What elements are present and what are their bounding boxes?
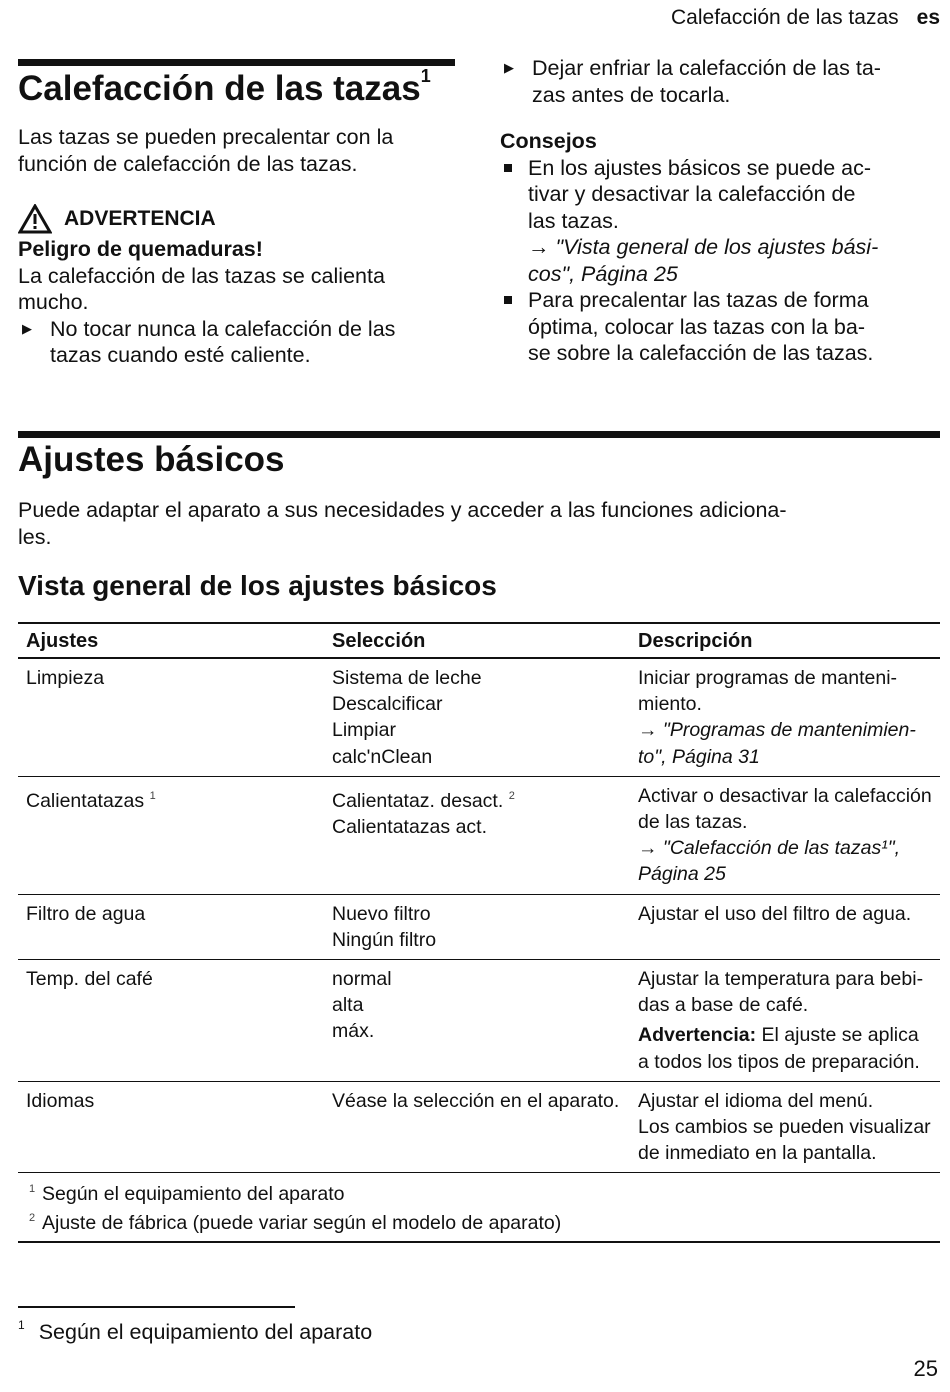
table-row: Temp. del café normal alta máx. Ajustar la temperatura para bebi- das a base de café. Advertencia: El ajuste se aplica a todos los tipos de preparación. bbox=[18, 960, 940, 1082]
table-note: Advertencia: El ajuste se aplica bbox=[638, 1024, 919, 1047]
cross-reference-link[interactable]: → "Vista general de los ajustes bási- bbox=[528, 235, 879, 259]
section-title-ajustes: Ajustes básicos bbox=[18, 440, 285, 479]
square-bullet-icon bbox=[504, 296, 512, 304]
warning-box: ADVERTENCIA Peligro de quemaduras! La calefacción de las tazas se calienta mucho. ▶ No tocar nunca la calefacción de las tazas cuando esté caliente. bbox=[18, 204, 458, 369]
section-title-calefaccion: Calefacción de las tazas$^1$ bbox=[18, 66, 431, 108]
table-row: Idiomas Véase la selección en el aparato. Ajustar el idioma del menú. Los cambios se pueden visualizar de inmediato en la pantalla. bbox=[18, 1081, 940, 1173]
warning-heading bbox=[18, 204, 458, 234]
square-bullet-icon bbox=[504, 164, 512, 172]
page-number: 25 bbox=[913, 1356, 938, 1381]
tip-item: En los ajustes básicos se puede ac- tivar y desactivar la calefacción de las tazas. → "Vista general de los ajustes bási- cos", Página 25 bbox=[500, 155, 940, 288]
arrow-bullet-icon: ▶ bbox=[504, 60, 514, 75]
cross-reference-link[interactable]: → "Calefacción de las tazas¹", bbox=[638, 837, 901, 860]
running-header bbox=[671, 6, 940, 30]
footnote-separator bbox=[18, 1306, 295, 1308]
warning-action: ▶ No tocar nunca la calefacción de las tazas cuando esté caliente. bbox=[18, 316, 458, 369]
warning-triangle-icon bbox=[18, 204, 52, 234]
ajustes-intro: Puede adaptar el aparato a sus necesidades y acceder a las funciones adiciona- les. bbox=[18, 498, 787, 549]
table-footnotes bbox=[18, 1173, 940, 1243]
tips-heading: Consejos bbox=[500, 129, 597, 153]
section-rule bbox=[18, 59, 455, 66]
page-footnote: $^1$ Según el equipamiento del aparato bbox=[18, 1318, 373, 1344]
cooling-action: ▶ Dejar enfriar la calefacción de las ta- zas antes de tocarla. bbox=[500, 55, 940, 108]
warning-label: ADVERTENCIA bbox=[64, 207, 216, 230]
section-rule bbox=[18, 431, 940, 438]
column-header: Descripción bbox=[630, 623, 940, 658]
running-header-title: Calefacción de las tazas bbox=[671, 6, 899, 29]
table-footnote: $^2$ Ajuste de fábrica (puede variar según el modelo de aparato) bbox=[28, 1212, 562, 1235]
arrow-bullet-icon: ▶ bbox=[22, 320, 32, 336]
settings-table bbox=[18, 622, 940, 1243]
table-footnote: $^1$ Según el equipamiento del aparato bbox=[28, 1183, 345, 1206]
cross-reference-link[interactable]: → "Programas de mantenimien- bbox=[638, 719, 916, 742]
column-header: Selección bbox=[324, 623, 630, 658]
subsection-title: Vista general de los ajustes básicos bbox=[18, 570, 497, 601]
table-header-row bbox=[18, 623, 940, 658]
intro-paragraph: Las tazas se pueden precalentar con la función de calefacción de las tazas. bbox=[18, 125, 394, 176]
table-row: Limpieza Sistema de leche Descalcificar Limpiar calc'nClean Iniciar programas de manteni- miento. → "Programas de mantenimien- to", Página 31 bbox=[18, 658, 940, 776]
table-row: Filtro de agua Nuevo filtro Ningún filtro Ajustar el uso del filtro de agua. bbox=[18, 894, 940, 959]
language-code: es bbox=[916, 6, 940, 29]
table-row: Calientatazas $^1$ Calientataz. desact. $^2$ Calientatazas act. Activar o desactivar la calefacción de las tazas. → "Calefacción de las tazas¹", Página 25 bbox=[18, 776, 940, 894]
footnote-ref: 1 bbox=[420, 66, 431, 86]
warning-title: Peligro de quemaduras! bbox=[18, 237, 263, 261]
tip-item: Para precalentar las tazas de forma óptima, colocar las tazas con la ba- se sobre la calefacción de las tazas. bbox=[500, 287, 940, 367]
right-column bbox=[500, 55, 940, 367]
column-header: Ajustes bbox=[18, 623, 324, 658]
